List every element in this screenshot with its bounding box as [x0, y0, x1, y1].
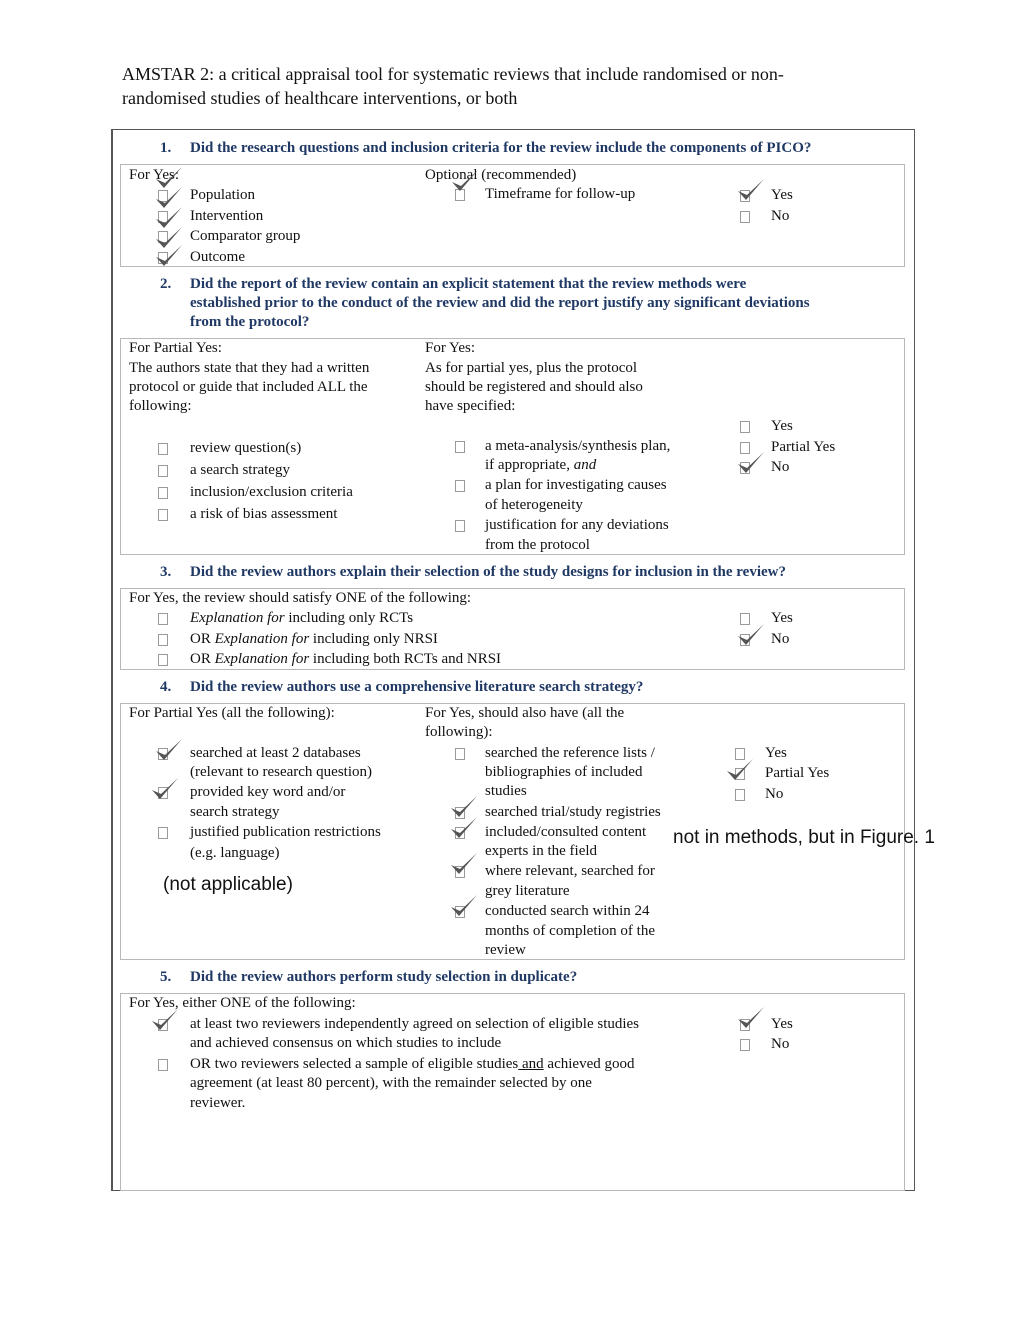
checkmark-icon	[154, 737, 184, 763]
q4-question: Did the review authors use a comprehensive literature search strategy?	[190, 679, 644, 695]
q2-partial-item-3: inclusion/exclusion criteria	[190, 484, 353, 500]
q1-item-outcome: Outcome	[190, 249, 245, 265]
q1-answer-no-checkbox[interactable]	[740, 211, 750, 223]
q1-item-intervention: Intervention	[190, 208, 264, 224]
checkmark-icon	[736, 450, 766, 476]
q2-yes-item-3-line-1: justification for any deviations	[485, 517, 669, 533]
q3-only-rcts-checkbox[interactable]	[158, 613, 168, 625]
q3-answer-no: No	[771, 631, 790, 647]
q2-partial-desc-3: following:	[129, 398, 192, 414]
q3-answer-yes: Yes	[771, 610, 793, 626]
q3-both-checkbox[interactable]	[158, 654, 168, 666]
q1-item-comparator: Comparator group	[190, 228, 301, 244]
q3-number: 3.	[160, 564, 172, 580]
q4-yes-line-3: studies	[485, 783, 527, 799]
q2-search-strategy-checkbox[interactable]	[158, 465, 168, 477]
checkmark-icon	[150, 776, 180, 802]
q4-restrictions-checkbox[interactable]	[158, 827, 168, 839]
q4-partial-line-4: search strategy	[190, 804, 280, 820]
q5-answer-no-checkbox[interactable]	[740, 1039, 750, 1051]
q4-reference-lists-checkbox[interactable]	[455, 748, 465, 760]
q4-partial-line-5: justified publication restrictions	[190, 824, 381, 840]
q1-for-yes-label: For Yes:	[129, 167, 180, 183]
q4-answer-no: No	[765, 786, 784, 802]
q2-partial-desc-2: protocol or guide that included ALL the	[129, 379, 368, 395]
q4-yes-line-6: experts in the field	[485, 843, 598, 859]
q2-deviations-checkbox[interactable]	[455, 520, 465, 532]
document-title-line-2: randomised studies of healthcare interventions, or both	[122, 88, 518, 108]
q5-item-2-line-1: OR two reviewers selected a sample of eligible studies and achieved good	[190, 1056, 635, 1072]
q3-only-nrsi-checkbox[interactable]	[158, 634, 168, 646]
q4-yes-label-1: For Yes, should also have (all the	[425, 705, 625, 721]
q5-sample-checkbox[interactable]	[158, 1059, 168, 1071]
checkmark-icon	[736, 177, 766, 203]
q5-item-2-line-2: agreement (at least 80 percent), with the remainder selected by one	[190, 1075, 592, 1091]
q1-question: Did the research questions and inclusion criteria for the review include the components of PICO?	[190, 140, 812, 156]
q5-item-1-line-2: and achieved consensus on which studies to include	[190, 1035, 502, 1051]
q4-answer-partial-yes: Partial Yes	[765, 765, 830, 781]
checkmark-icon	[736, 1005, 766, 1031]
q4-partial-line-2: (relevant to research question)	[190, 764, 372, 780]
q2-question-line-1: Did the report of the review contain an explicit statement that the review methods were	[190, 276, 747, 292]
q2-partial-desc-1: The authors state that they had a written	[129, 360, 370, 376]
q4-yes-line-1: searched the reference lists /	[485, 745, 655, 761]
checkmark-icon	[725, 757, 755, 783]
q1-number: 1.	[160, 140, 172, 156]
q3-item-3: OR Explanation for including both RCTs and NRSI	[190, 651, 502, 667]
q4-partial-line-3: provided key word and/or	[190, 784, 346, 800]
checkmark-icon	[154, 243, 184, 269]
q4-yes-line-7: where relevant, searched for	[485, 863, 655, 879]
checkmark-icon	[449, 851, 479, 877]
q2-meta-analysis-checkbox[interactable]	[455, 441, 465, 453]
checkmark-icon	[150, 1007, 180, 1033]
checkmark-icon	[450, 168, 480, 194]
q4-yes-line-11: review	[485, 942, 526, 958]
q2-question-line-3: from the protocol?	[190, 314, 310, 330]
q4-number: 4.	[160, 679, 172, 695]
q4-answer-yes: Yes	[765, 745, 787, 761]
q2-yes-desc-1: As for partial yes, plus the protocol	[425, 360, 638, 376]
q3-question: Did the review authors explain their selection of the study designs for inclusion in the review?	[190, 564, 786, 580]
q5-answer-no: No	[771, 1036, 790, 1052]
checkmark-icon	[736, 622, 766, 648]
q2-question-line-2: established prior to the conduct of the review and did the report justify any significant deviations	[190, 295, 810, 311]
q2-heterogeneity-checkbox[interactable]	[455, 480, 465, 492]
q5-question: Did the review authors perform study selection in duplicate?	[190, 969, 578, 985]
q2-answer-yes-checkbox[interactable]	[740, 421, 750, 433]
q2-yes-item-2-line-2: of heterogeneity	[485, 497, 583, 513]
q4-yes-line-4: searched trial/study registries	[485, 804, 661, 820]
q1-answer-yes: Yes	[771, 187, 793, 203]
q2-partial-label: For Partial Yes:	[129, 340, 222, 356]
q4-answer-no-checkbox[interactable]	[735, 789, 745, 801]
q4-partial-line-6: (e.g. language)	[190, 845, 280, 861]
q4-not-applicable-note: (not applicable)	[163, 874, 293, 895]
q2-partial-item-1: review question(s)	[190, 440, 302, 456]
q1-item-population: Population	[190, 187, 256, 203]
checkmark-icon	[449, 893, 479, 919]
q2-inclusion-checkbox[interactable]	[158, 487, 168, 499]
q2-answer-no: No	[771, 459, 790, 475]
q4-yes-label-2: following):	[425, 724, 493, 740]
q1-optional-item: Timeframe for follow-up	[485, 186, 636, 202]
q5-answer-yes: Yes	[771, 1016, 793, 1032]
q2-yes-desc-2: should be registered and should also	[425, 379, 643, 395]
q5-item-1-line-1: at least two reviewers independently agreed on selection of eligible studies	[190, 1016, 640, 1032]
q4-partial-line-1: searched at least 2 databases	[190, 745, 361, 761]
q4-yes-line-5: included/consulted content	[485, 824, 647, 840]
q2-answer-yes: Yes	[771, 418, 793, 434]
q4-yes-line-10: months of completion of the	[485, 923, 655, 939]
q2-partial-item-4: a risk of bias assessment	[190, 506, 338, 522]
q2-yes-item-1-line-1: a meta-analysis/synthesis plan,	[485, 438, 671, 454]
checkmark-icon	[449, 815, 479, 841]
q5-number: 5.	[160, 969, 172, 985]
q4-yes-line-8: grey literature	[485, 883, 570, 899]
q2-yes-label: For Yes:	[425, 340, 476, 356]
q2-yes-item-3-line-2: from the protocol	[485, 537, 590, 553]
q1-answer-no: No	[771, 208, 790, 224]
q1-optional-label: Optional (recommended)	[425, 167, 577, 183]
document-title-line-1: AMSTAR 2: a critical appraisal tool for systematic reviews that include randomised or non-	[122, 64, 784, 84]
q2-partial-item-2: a search strategy	[190, 462, 290, 478]
q3-desc: For Yes, the review should satisfy ONE of the following:	[129, 590, 472, 606]
q4-yes-line-9: conducted search within 24	[485, 903, 650, 919]
q2-number: 2.	[160, 276, 172, 292]
q2-yes-item-1-line-2: if appropriate, and	[485, 457, 597, 473]
q2-answer-partial-yes: Partial Yes	[771, 439, 836, 455]
q5-item-2-line-3: reviewer.	[190, 1095, 246, 1111]
q4-partial-label: For Partial Yes (all the following):	[129, 705, 335, 721]
q5-desc: For Yes, either ONE of the following:	[129, 995, 356, 1011]
q2-review-question-checkbox[interactable]	[158, 443, 168, 455]
q2-yes-item-2-line-1: a plan for investigating causes	[485, 477, 667, 493]
q3-item-1: Explanation for including only RCTs	[190, 610, 414, 626]
q4-yes-line-2: bibliographies of included	[485, 764, 643, 780]
q2-risk-bias-checkbox[interactable]	[158, 509, 168, 521]
q3-item-2: OR Explanation for including only NRSI	[190, 631, 438, 647]
q4-figure-note: not in methods, but in Figure. 1	[673, 827, 935, 848]
q2-yes-desc-3: have specified:	[425, 398, 516, 414]
